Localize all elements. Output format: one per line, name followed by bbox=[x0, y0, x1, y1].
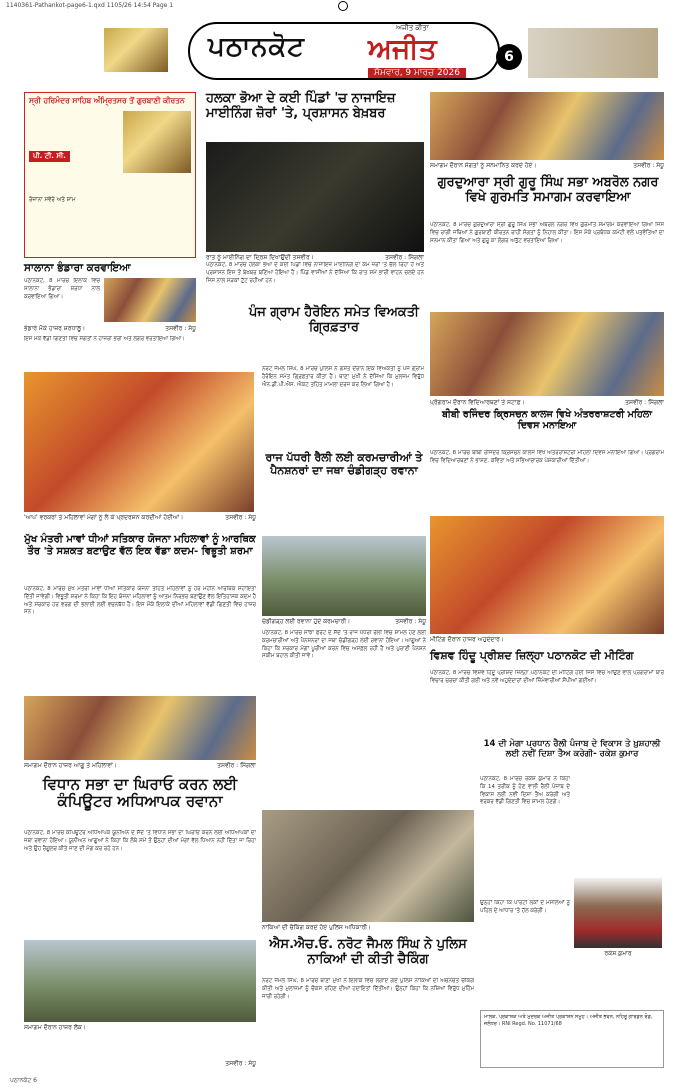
police-photo bbox=[262, 810, 474, 922]
print-slug: 1140361-Pathankot-page6-1.qxd 1105/26 14:54 Page 1 bbox=[6, 2, 174, 9]
bottom-credit: ਤਸਵੀਰ : ਸੰਧੂ bbox=[225, 1060, 256, 1067]
employees-photo bbox=[262, 536, 426, 616]
vhp-caption: ਮੀਟਿੰਗ ਦੌਰਾਨ ਹਾਜ਼ਰ ਅਹੁਦੇਦਾਰ। bbox=[430, 636, 504, 643]
mining-caption: ਰਾਤ ਨੂੰ ਮਾਈਨਿੰਗ ਦਾ ਦ੍ਰਿਸ਼ ਦਿਖਾਉਂਦੀ ਤਸਵੀਰ। bbox=[206, 254, 314, 261]
womens-day-body: ਪਠਾਨਕੋਟ, 8 ਮਾਰਚ ਬੀਬੀ ਰਜਿੰਦਰ ਕ੍ਰਿਸਚਨ ਕਾਲਜ ਵਿਖੇ ਅੰਤਰਰਾਸ਼ਟਰੀ ਮਹਿਲਾ ਦਿਵਸ ਮਨਾਇਆ ਗਿਆ। ਪ੍ਰੋਗਰਾਮ ਵਿਚ ਵਿਦਿਆਰਥਣਾਂ ਨੇ ਭਾਸ਼ਣ, ਕਵਿਤਾ ਅਤੇ ਸਭਿਆਚਾਰਕ ਪੇਸ਼ਕਾਰੀਆਂ ਦਿੱਤੀਆਂ। bbox=[430, 450, 664, 464]
mining-headline: ਹਲਕਾ ਭੋਆ ਦੇ ਕਈ ਪਿੰਡਾਂ 'ਚ ਨਾਜਾਇਜ਼ ਮਾਈਨਿੰਗ ਜ਼ੋਰਾਂ 'ਤੇ, ਪ੍ਰਸ਼ਾਸਨ ਬੇਖ਼ਬਰ bbox=[206, 91, 396, 121]
heroin-headline: ਪੰਜ ਗ੍ਰਾਮ ਹੈਰੋਇਨ ਸਮੇਤ ਵਿਅਕਤੀ ਗ੍ਰਿਫ਼ਤਾਰ bbox=[249, 305, 419, 335]
masthead-date: ਸੋਮਵਾਰ, 9 ਮਾਰਚ 2026 bbox=[368, 68, 466, 78]
vhp-body: ਪਠਾਨਕੋਟ, 8 ਮਾਰਚ ਵਿਸ਼ਵ ਹਿੰਦੂ ਪ੍ਰੀਸ਼ਦ ਜ਼ਿਲ੍ਹਾ ਪਠਾਨਕੋਟ ਦੀ ਮੀਟਿੰਗ ਹੋਈ ਜਿਸ ਵਿਚ ਆਉਣ ਵਾਲੇ ਪ੍ਰੋਗਰਾਮਾਂ ਬਾਰੇ ਵਿਚਾਰ ਚਰਚਾ ਕੀਤੀ ਗਈ ਅਤੇ ਨਵੇਂ ਅਹੁਦੇਦਾਰਾਂ ਦੀਆਂ ਜ਼ਿੰਮੇਵਾਰੀਆਂ ਸੌਂਪੀਆਂ ਗਈਆਂ। bbox=[430, 670, 664, 684]
assembly-body: ਪਠਾਨਕੋਟ, 8 ਮਾਰਚ ਕੰਪਿਊਟਰ ਅਧਿਆਪਕ ਯੂਨੀਅਨ ਦੇ ਸੱਦੇ 'ਤੇ ਵਿਧਾਨ ਸਭਾ ਦਾ ਘਿਰਾਓ ਕਰਨ ਲਈ ਅਧਿਆਪਕਾਂ ਦਾ ਜਥਾ ਰਵਾਨਾ ਹੋਇਆ। ਯੂਨੀਅਨ ਆਗੂਆਂ ਨੇ ਕਿਹਾ ਕਿ ਲੰਬੇ ਸਮੇਂ ਤੋਂ ਉਨ੍ਹਾਂ ਦੀਆਂ ਮੰਗਾਂ ਵੱਲ ਧਿਆਨ ਨਹੀਂ ਦਿੱਤਾ ਜਾ ਰਿਹਾ ਅਤੇ ਉਹ ਰੈਗੂਲਰ ਕੀਤੇ ਜਾਣ ਦੀ ਮੰਗ ਕਰ ਰਹੇ ਹਨ। bbox=[24, 830, 256, 852]
cm-scheme-caption: ਸਮਾਗਮ ਦੌਰਾਨ ਹਾਜ਼ਰ ਆਗੂ ਤੇ ਮਹਿਲਾਵਾਂ। bbox=[24, 762, 117, 769]
ad-badge: ਪੀ. ਟੀ. ਸੀ. bbox=[29, 151, 70, 162]
ad-note: ਰੋਜ਼ਾਨਾ ਸਵੇਰੇ ਅਤੇ ਸ਼ਾਮ bbox=[29, 197, 76, 203]
mela-body: ਪਠਾਨਕੋਟ, 8 ਮਾਰਚ ਰਕੇਸ਼ ਕੁਮਾਰ ਨੇ ਕਿਹਾ ਕਿ 14 ਤਰੀਕ ਨੂੰ ਹੋਣ ਵਾਲੀ ਰੈਲੀ ਪੰਜਾਬ ਦੇ ਵਿਕਾਸ ਲਈ ਨਵੀਂ ਦਿਸ਼ਾ ਤੈਅ ਕਰੇਗੀ ਅਤੇ ਵਰਕਰ ਵੱਡੀ ਗਿਣਤੀ ਵਿਚ ਸ਼ਾਮਲ ਹੋਣਗੇ। bbox=[480, 776, 570, 806]
bhandara-headline: ਸਾਲਾਨਾ ਭੰਡਾਰਾ ਕਰਵਾਇਆ bbox=[24, 262, 131, 274]
vhp-photo bbox=[430, 516, 664, 634]
masthead-banner-image bbox=[528, 28, 658, 78]
employees-caption: ਚੰਡੀਗੜ੍ਹ ਲਈ ਰਵਾਨਾ ਹੁੰਦੇ ਕਰਮਚਾਰੀ। bbox=[262, 618, 351, 625]
womens-day-headline: ਬੀਬੀ ਰਜਿੰਦਰ ਕ੍ਰਿਸਚਨ ਕਾਲਜ ਵਿਖੇ ਅੰਤਰਰਾਸ਼ਟਰੀ ਮਹਿਲਾ ਦਿਵਸ ਮਨਾਇਆ bbox=[442, 409, 652, 431]
gurdwara-credit: ਤਸਵੀਰ : ਸੰਧੂ bbox=[633, 162, 664, 169]
page-footer: ਪਠਾਨਕੋਟ 6 bbox=[10, 1077, 37, 1084]
mining-photo bbox=[206, 142, 424, 252]
bhandara-body: ਪਠਾਨਕੋਟ, 8 ਮਾਰਚ ਇਲਾਕੇ ਵਿਚ ਸਾਲਾਨਾ ਭੰਡਾਰਾ ਸ਼ਰਧਾ ਨਾਲ ਕਰਵਾਇਆ ਗਿਆ। bbox=[24, 278, 100, 300]
employees-body: ਪਠਾਨਕੋਟ, 8 ਮਾਰਚ ਸਾਂਝਾ ਫਰੰਟ ਦੇ ਸੱਦੇ 'ਤੇ ਰਾਜ ਪੱਧਰੀ ਰੈਲੀ ਵਿਚ ਸ਼ਾਮਲ ਹੋਣ ਲਈ ਕਰਮਚਾਰੀਆਂ ਅਤੇ ਪੈਨਸ਼ਨਰਾਂ ਦਾ ਜਥਾ ਚੰਡੀਗੜ੍ਹ ਲਈ ਰਵਾਨਾ ਹੋਇਆ। ਆਗੂਆਂ ਨੇ ਕਿਹਾ ਕਿ ਸਰਕਾਰ ਮੰਗਾਂ ਪੂਰੀਆਂ ਕਰਨ ਵਿਚ ਅਸਫ਼ਲ ਰਹੀ ਹੈ ਅਤੇ ਪੁਰਾਣੀ ਪੈਨਸ਼ਨ ਸਕੀਮ ਬਹਾਲ ਕੀਤੀ ਜਾਵੇ। bbox=[262, 630, 426, 660]
womens-day-caption: ਪ੍ਰੋਗਰਾਮ ਦੌਰਾਨ ਵਿਦਿਆਰਥਣਾਂ ਤੇ ਸਟਾਫ਼। bbox=[430, 399, 525, 406]
employees-headline: ਰਾਜ ਪੱਧਰੀ ਰੈਲੀ ਲਈ ਕਰਮਚਾਰੀਆਂ ਤੇ ਪੈਨਸ਼ਨਰਾਂ ਦਾ ਜਥਾ ਚੰਡੀਗੜ੍ਹ ਰਵਾਨਾ bbox=[265, 451, 423, 477]
gurbani-ad bbox=[24, 92, 196, 258]
mining-credit: ਤਸਵੀਰ : ਸਿੰਗਲਾ bbox=[385, 254, 424, 261]
mining-body: ਪਠਾਨਕੋਟ, 8 ਮਾਰਚ ਹਲਕਾ ਭੋਆ ਦੇ ਕਈ ਪਿੰਡਾਂ ਵਿਚ ਨਾਜਾਇਜ਼ ਮਾਈਨਿੰਗ ਦਾ ਕੰਮ ਜ਼ੋਰਾਂ 'ਤੇ ਚੱਲ ਰਿਹਾ ਹੈ ਅਤੇ ਪ੍ਰਸ਼ਾਸਨ ਇਸ ਤੋਂ ਬੇਖ਼ਬਰ ਬਣਿਆ ਹੋਇਆ ਹੈ। ਪਿੰਡ ਵਾਸੀਆਂ ਨੇ ਦੱਸਿਆ ਕਿ ਰਾਤ ਸਮੇਂ ਭਾਰੀ ਵਾਹਨ ਚਲਦੇ ਹਨ ਜਿਸ ਨਾਲ ਸੜਕਾਂ ਟੁੱਟ ਰਹੀਆਂ ਹਨ। bbox=[206, 262, 424, 284]
womens-day-credit: ਤਸਵੀਰ : ਸਿੰਗਲਾ bbox=[625, 399, 664, 406]
bhandara-credit: ਤਸਵੀਰ : ਸੰਧੂ bbox=[165, 325, 196, 332]
page-number-badge: 6 bbox=[496, 44, 522, 70]
assembly-photo bbox=[24, 940, 256, 1022]
bhandara-caption: ਭੰਡਾਰੇ ਮੌਕੇ ਹਾਜ਼ਰ ਸ਼ਰਧਾਲੂ। bbox=[24, 325, 86, 332]
masthead bbox=[188, 22, 500, 80]
police-caption: ਨਾਕਿਆਂ ਦੀ ਚੈਕਿੰਗ ਕਰਦੇ ਹੋਏ ਪੁਲਿਸ ਅਧਿਕਾਰੀ। bbox=[262, 924, 372, 931]
vhp-headline: ਵਿਸ਼ਵ ਹਿੰਦੂ ਪ੍ਰੀਸ਼ਦ ਜ਼ਿਲ੍ਹਾ ਪਠਾਨਕੋਟ ਦੀ ਮੀਟਿੰਗ bbox=[430, 649, 634, 662]
assembly-headline: ਵਿਧਾਨ ਸਭਾ ਦਾ ਘਿਰਾਓ ਕਰਨ ਲਈ ਕੰਪਿਊਟਰ ਅਧਿਆਪਕ ਰਵਾਨਾ bbox=[42, 775, 238, 811]
bottom-caption: ਸਮਾਗਮ ਦੌਰਾਨ ਹਾਜ਼ਰ ਲੋਕ। bbox=[24, 1024, 86, 1031]
masthead-city: ਪਠਾਨਕੋਟ bbox=[208, 32, 305, 62]
gurdwara-headline: ਗੁਰਦੁਆਰਾ ਸ੍ਰੀ ਗੁਰੂ ਸਿੰਘ ਸਭਾ ਅਬਰੋਲ ਨਗਰ ਵਿਖੇ ਗੁਰਮਤਿ ਸਮਾਗਮ ਕਰਵਾਇਆ bbox=[437, 175, 659, 205]
imprint-box: ਮਾਲਕ, ਪ੍ਰਕਾਸ਼ਕ ਅਤੇ ਮੁਦਰਕ ਅਜੀਤ ਪ੍ਰਕਾਸ਼ਨ ਸਮੂਹ। ਅਜੀਤ ਭਵਨ, ਨਹਿਰੂ ਗਾਰਡਨ ਰੋਡ, ਜਲੰਧਰ। RNI Regd. No. 11071/68 bbox=[480, 1010, 664, 1068]
cm-scheme-headline: ਮੁੱਖ ਮੰਤਰੀ ਮਾਵਾਂ ਧੀਆਂ ਸਤਿਕਾਰ ਯੋਜਨਾ ਮਹਿਲਾਵਾਂ ਨੂੰ ਆਰਥਿਕ ਤੌਰ 'ਤੇ ਸਸ਼ਕਤ ਬਣਾਉਣ ਵੱਲ ਇਕ ਵੱਡਾ ਕਦਮ- ਵਿਭੂਤੀ ਸ਼ਰਮਾ bbox=[24, 534, 256, 557]
police-body: ਨਰੋਟ ਜੈਮਲ ਸਿੰਘ, 8 ਮਾਰਚ ਥਾਣਾ ਮੁਖੀ ਨੇ ਇਲਾਕੇ ਵਿਚ ਲਗਾਏ ਗਏ ਪੁਲਿਸ ਨਾਕਿਆਂ ਦੀ ਅਚਨਚੇਤ ਚੈਕਿੰਗ ਕੀਤੀ ਅਤੇ ਮੁਲਾਜ਼ਮਾਂ ਨੂੰ ਚੌਕਸ ਰਹਿਣ ਦੀਆਂ ਹਦਾਇਤਾਂ ਦਿੱਤੀਆਂ। ਉਨ੍ਹਾਂ ਕਿਹਾ ਕਿ ਨਸ਼ਿਆਂ ਵਿਰੁੱਧ ਮੁਹਿੰਮ ਜਾਰੀ ਰਹੇਗੀ। bbox=[262, 978, 474, 1000]
masthead-tagline: ਅਜੀਤ ਕੀਤਾ bbox=[396, 24, 429, 32]
womens-day-photo bbox=[430, 312, 664, 396]
registration-mark-icon bbox=[338, 1, 348, 11]
mela-portrait bbox=[574, 878, 662, 948]
gurdwara-caption: ਸਮਾਗਮ ਦੌਰਾਨ ਸੰਗਤਾਂ ਨੂੰ ਸਨਮਾਨਿਤ ਕਰਦੇ ਹੋਏ। bbox=[430, 162, 537, 169]
protest-photo bbox=[24, 372, 254, 512]
masthead-temple-image bbox=[104, 28, 168, 72]
cm-scheme-photo bbox=[24, 696, 256, 760]
police-headline: ਐਸ.ਐਚ.ਓ. ਨਰੋਟ ਜੈਮਲ ਸਿੰਘ ਨੇ ਪੁਲਿਸ ਨਾਕਿਆਂ ਦੀ ਕੀਤੀ ਚੈਕਿੰਗ bbox=[269, 937, 467, 967]
bhandara-body-2: ਇਸ ਮੌਕੇ ਵੱਡੀ ਗਿਣਤੀ ਵਿਚ ਸੰਗਤਾਂ ਨੇ ਹਾਜ਼ਰੀ ਭਰੀ ਅਤੇ ਲੰਗਰ ਵਰਤਾਇਆ ਗਿਆ। bbox=[24, 336, 185, 342]
gurdwara-photo bbox=[430, 92, 664, 160]
ad-title: ਸ੍ਰੀ ਹਰਿਮੰਦਰ ਸਾਹਿਬ ਅੰਮ੍ਰਿਤਸਰ ਤੋਂ ਗੁਰਬਾਣੀ ਕੀਰਤਨ bbox=[29, 96, 185, 105]
golden-temple-image bbox=[123, 111, 191, 173]
mela-headline: 14 ਦੀ ਮੇਗਾ ਪ੍ਰਧਾਨ ਰੈਲੀ ਪੰਜਾਬ ਦੇ ਵਿਕਾਸ ਤੇ ਖ਼ੁਸ਼ਹਾਲੀ ਲਈ ਨਵੀਂ ਦਿਸ਼ਾ ਤੈਅ ਕਰੇਗੀ- ਰਕੇਸ਼ ਕੁਮਾਰ bbox=[483, 739, 661, 759]
cm-scheme-credit: ਤਸਵੀਰ : ਸਿੰਗਲਾ bbox=[217, 762, 256, 769]
cm-scheme-body: ਪਠਾਨਕੋਟ, 8 ਮਾਰਚ ਮੁੱਖ ਮੰਤਰੀ ਮਾਵਾਂ ਧੀਆਂ ਸਤਿਕਾਰ ਯੋਜਨਾ ਤਹਿਤ ਮਹਿਲਾਵਾਂ ਨੂੰ ਹਰ ਮਹੀਨੇ ਆਰਥਿਕ ਸਹਾਇਤਾ ਦਿੱਤੀ ਜਾਵੇਗੀ। ਵਿਭੂਤੀ ਸ਼ਰਮਾ ਨੇ ਕਿਹਾ ਕਿ ਇਹ ਯੋਜਨਾ ਮਹਿਲਾਵਾਂ ਨੂੰ ਆਤਮ ਨਿਰਭਰ ਬਣਾਉਣ ਵੱਲ ਇਤਿਹਾਸਕ ਕਦਮ ਹੈ ਅਤੇ ਸਰਕਾਰ ਹਰ ਵਰਗ ਦੀ ਭਲਾਈ ਲਈ ਵਚਨਬੱਧ ਹੈ। ਇਸ ਮੌਕੇ ਇਲਾਕੇ ਦੀਆਂ ਮਹਿਲਾਵਾਂ ਵੱਡੀ ਗਿਣਤੀ ਵਿਚ ਹਾਜ਼ਰ ਸਨ। bbox=[24, 586, 256, 616]
protest-credit: ਤਸਵੀਰ : ਸੰਧੂ bbox=[225, 514, 256, 521]
protest-caption: 'ਆਪ' ਵਰਕਰਾਂ ਤੇ ਮਹਿਲਾਵਾਂ ਮੰਗਾਂ ਨੂੰ ਲੈ ਕੇ ਪ੍ਰਦਰਸ਼ਨ ਕਰਦੀਆਂ ਹੋਈਆਂ। bbox=[24, 514, 184, 521]
heroin-body: ਨਰੋਟ ਜੈਮਲ ਸਿੰਘ, 8 ਮਾਰਚ ਪੁਲਿਸ ਨੇ ਗਸ਼ਤ ਦੌਰਾਨ ਇਕ ਵਿਅਕਤੀ ਨੂੰ ਪੰਜ ਗ੍ਰਾਮ ਹੈਰੋਇਨ ਸਮੇਤ ਗ੍ਰਿਫ਼ਤਾਰ ਕੀਤਾ ਹੈ। ਥਾਣਾ ਮੁਖੀ ਨੇ ਦੱਸਿਆ ਕਿ ਮੁਲਜ਼ਮ ਵਿਰੁੱਧ ਐਨ.ਡੀ.ਪੀ.ਐਸ. ਐਕਟ ਤਹਿਤ ਮਾਮਲਾ ਦਰਜ ਕਰ ਲਿਆ ਗਿਆ ਹੈ। bbox=[262, 366, 424, 388]
employees-credit: ਤਸਵੀਰ : ਸੰਧੂ bbox=[395, 618, 426, 625]
gurdwara-body: ਪਠਾਨਕੋਟ, 8 ਮਾਰਚ ਗੁਰਦੁਆਰਾ ਸ੍ਰੀ ਗੁਰੂ ਸਿੰਘ ਸਭਾ ਅਬਰੋਲ ਨਗਰ ਵਿਖੇ ਗੁਰਮਤਿ ਸਮਾਗਮ ਕਰਵਾਇਆ ਗਿਆ ਜਿਸ ਵਿਚ ਰਾਗੀ ਜਥਿਆਂ ਨੇ ਗੁਰਬਾਣੀ ਕੀਰਤਨ ਰਾਹੀਂ ਸੰਗਤਾਂ ਨੂੰ ਨਿਹਾਲ ਕੀਤਾ। ਇਸ ਮੌਕੇ ਪ੍ਰਬੰਧਕ ਕਮੇਟੀ ਵਲੋਂ ਪਤਵੰਤਿਆਂ ਦਾ ਸਨਮਾਨ ਕੀਤਾ ਗਿਆ ਅਤੇ ਗੁਰੂ ਕਾ ਲੰਗਰ ਅਤੁੱਟ ਵਰਤਾਇਆ ਗਿਆ। bbox=[430, 222, 664, 244]
bhandara-photo bbox=[104, 278, 196, 322]
masthead-paper-name: ਅਜੀਤ bbox=[368, 32, 437, 65]
mela-body-2: ਉਨ੍ਹਾਂ ਕਿਹਾ ਕਿ ਪਾਰਟੀ ਲੋਕਾਂ ਦੇ ਮਸਲਿਆਂ ਨੂੰ ਪਹਿਲ ਦੇ ਆਧਾਰ 'ਤੇ ਹੱਲ ਕਰੇਗੀ। bbox=[480, 900, 570, 914]
mela-portrait-caption: ਰਕੇਸ਼ ਕੁਮਾਰ bbox=[604, 950, 632, 957]
